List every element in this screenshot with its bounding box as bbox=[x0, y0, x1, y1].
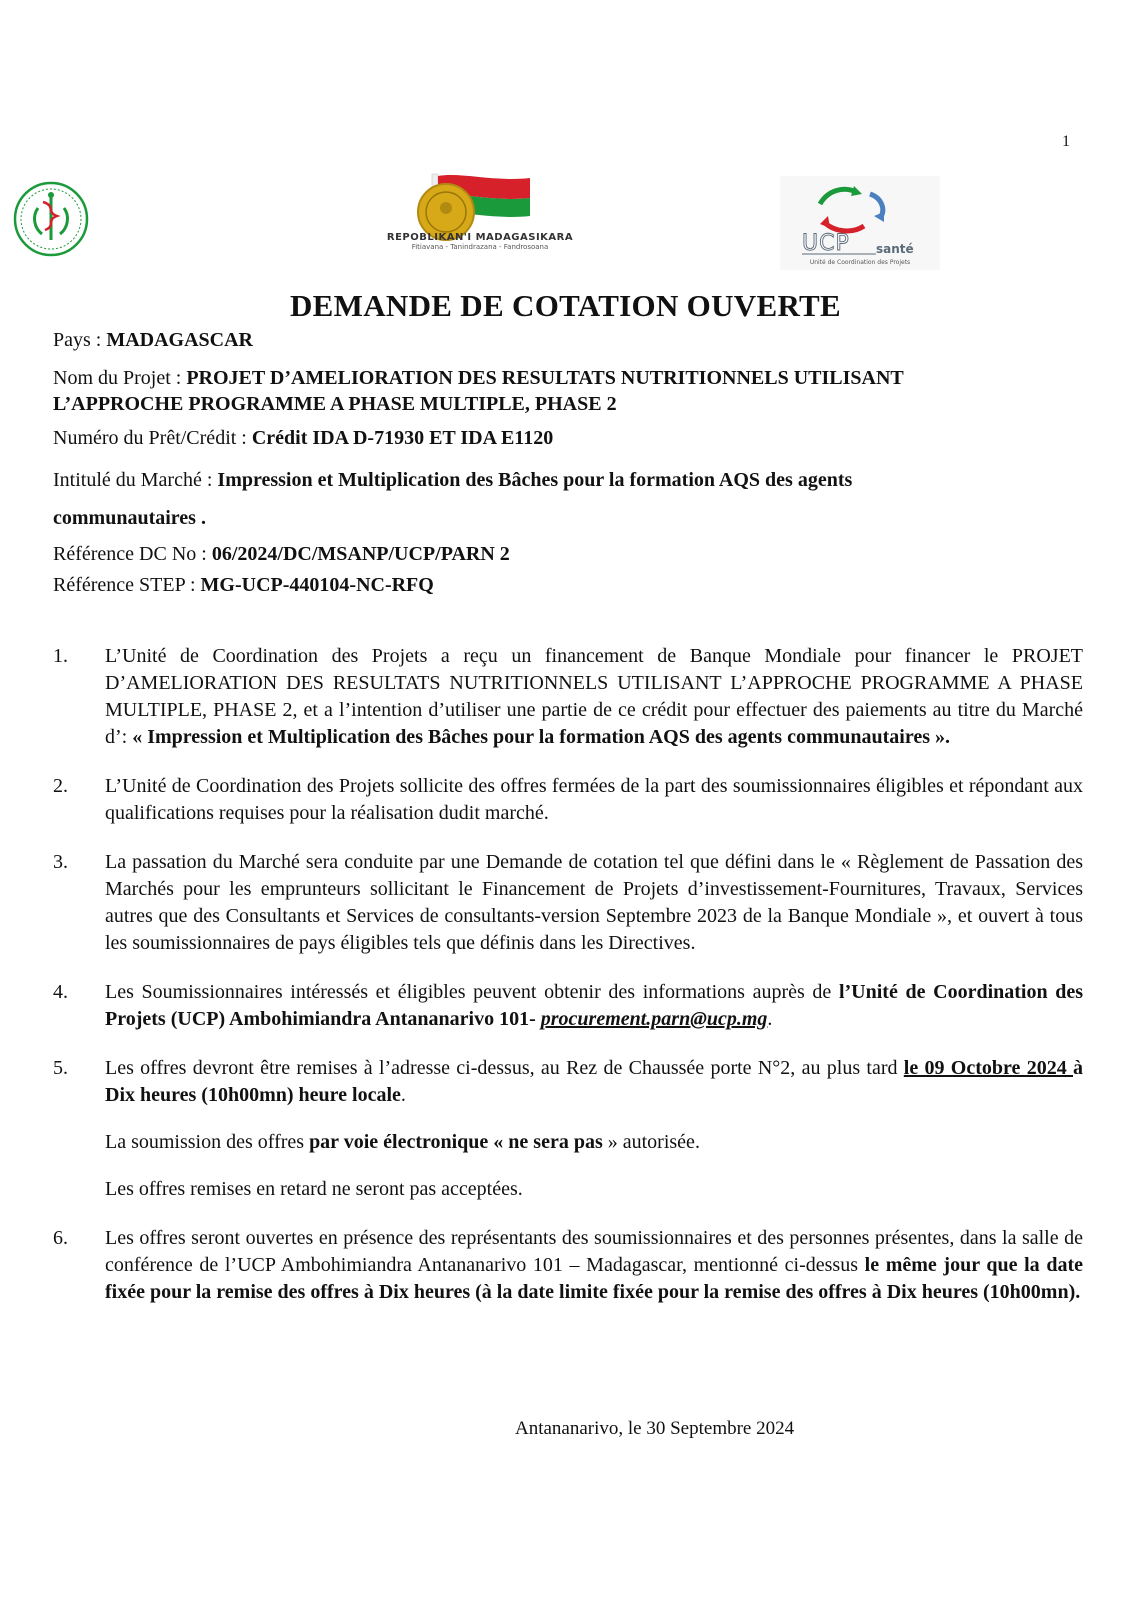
deadline-date: le 09 Octobre 2024 bbox=[903, 1057, 1073, 1079]
ucp-sante-text: santé bbox=[876, 242, 914, 256]
ucp-brand-text: UCP bbox=[802, 231, 850, 256]
item-text: La passation du Marché sera conduite par une Demande de cotation tel que défini dans le « Règlement de Passation des Marchés pour les emprunteurs sollicitant le Financement de Projets d’investissement-Fournitures, Travaux, Services autres que des Consultants et Services de consultants-version Septembre 2023 de la Banque Mondiale », et ouvert à tous les soumissionnaires de pays éligibles tels que définis dans les Directives. bbox=[105, 851, 1083, 954]
item-text: Les offres devront être remises à l’adresse ci-dessus, au Rez de Chaussée porte N°2, au plus tard bbox=[105, 1057, 904, 1079]
field-ref-dc bbox=[53, 541, 1083, 567]
item-text: Les Soumissionnaires intéressés et éligibles peuvent obtenir des informations auprès de bbox=[105, 981, 839, 1003]
ucp-sante-logo bbox=[780, 176, 940, 270]
ref-step-label: Référence STEP : bbox=[53, 574, 201, 596]
field-credit bbox=[53, 425, 1083, 451]
place-date: Antananarivo, le 30 Septembre 2024 bbox=[515, 1418, 795, 1439]
marche-value-line1: Impression et Multiplication des Bâches pour la formation AQS des agents bbox=[217, 469, 853, 491]
ref-dc-label: Référence DC No : bbox=[53, 543, 212, 565]
document-title: DEMANDE DE COTATION OUVERTE bbox=[290, 288, 841, 323]
republic-name-text: REPOBLIKAN'I MADAGASIKARA bbox=[386, 232, 574, 243]
pays-value: MADAGASCAR bbox=[106, 329, 254, 351]
list-item-6 bbox=[53, 1225, 1083, 1306]
item-number: 6. bbox=[53, 1227, 68, 1249]
page-number: 1 bbox=[1062, 133, 1070, 150]
field-marche bbox=[53, 461, 1083, 537]
item-bold-text: « Impression et Multiplication des Bâches pour la formation AQS des agents communautaires ». bbox=[132, 726, 951, 748]
item-number: 1. bbox=[53, 645, 68, 667]
marche-label: Intitulé du Marché : bbox=[53, 469, 218, 491]
item-bold-text: l’Unité de Coordination des Projets (UCP) Ambohimiandra Antananarivo 101- bbox=[105, 981, 1084, 1030]
list-item-2 bbox=[53, 773, 1083, 827]
ref-step-value: MG-UCP-440104-NC-RFQ bbox=[200, 574, 434, 596]
republic-seal-logo bbox=[362, 168, 598, 252]
pays-label: Pays : bbox=[53, 329, 107, 351]
list-item-5 bbox=[53, 1055, 1083, 1203]
ministry-health-logo bbox=[12, 178, 90, 260]
projet-label: Nom du Projet : bbox=[53, 367, 187, 389]
item-number: 2. bbox=[53, 775, 68, 797]
late-offers-text: Les offres remises en retard ne seront pas acceptées. bbox=[105, 1178, 523, 1200]
ucp-caption-text: Unité de Coordination des Projets bbox=[809, 259, 911, 266]
item-number: 5. bbox=[53, 1057, 68, 1079]
sub-text: La soumission des offres bbox=[105, 1131, 310, 1153]
item-text: Les offres seront ouvertes en présence des représentants des soumissionnaires et des personnes présentes, dans la salle de conférence de l’UCP Ambohimiandra Antananarivo 101 – Madagascar, mentionné ci-dessus bbox=[105, 1227, 1083, 1276]
credit-label: Numéro du Prêt/Crédit : bbox=[53, 427, 252, 449]
sub-bold: par voie électronique « ne sera pas bbox=[309, 1131, 603, 1153]
procurement-email-link[interactable]: procurement.parn@ucp.mg bbox=[540, 1008, 768, 1030]
credit-value: Crédit IDA D-71930 ET IDA E1120 bbox=[251, 427, 554, 449]
republic-motto-text: Fitiavana - Tanindrazana - Fandrosoana bbox=[411, 243, 549, 251]
deadline-time: à Dix heures (10h00mn) heure locale bbox=[105, 1057, 1083, 1106]
item-bold-text: le même jour que la date fixée pour la remise des offres à Dix heures (à la date limite fixée pour la remise des offres à Dix heures (10h00mn). bbox=[105, 1254, 1083, 1303]
list-item-1 bbox=[53, 643, 1083, 751]
item-text: L’Unité de Coordination des Projets a reçu un financement de Banque Mondiale pour financer le PROJET D’AMELIORATION DES RESULTATS NUTRITIONNELS UTILISANT L’APPROCHE PROGRAMME A PHASE MULTIPLE, PHASE 2, et a l’intention d’utiliser une partie de ce crédit pour effectuer des paiements au titre du Marché d’: bbox=[105, 645, 1083, 748]
item-text: L’Unité de Coordination des Projets sollicite des offres fermées de la part des soumissionnaires éligibles et répondant aux qualifications requises pour la réalisation dudit marché. bbox=[105, 775, 1083, 824]
list-item-4 bbox=[53, 979, 1083, 1033]
item-end: . bbox=[400, 1084, 406, 1106]
projet-value-line2: L’APPROCHE PROGRAMME A PHASE MULTIPLE, PHASE 2 bbox=[53, 393, 617, 415]
item-end: . bbox=[767, 1008, 773, 1030]
projet-value-line1: PROJET D’AMELIORATION DES RESULTATS NUTRITIONNELS UTILISANT bbox=[186, 367, 904, 389]
field-pays bbox=[53, 327, 1083, 353]
item-number: 3. bbox=[53, 851, 68, 873]
numbered-list bbox=[53, 643, 1083, 1328]
marche-value-line2: communautaires . bbox=[53, 507, 206, 529]
field-projet bbox=[53, 365, 1083, 417]
ref-dc-value: 06/2024/DC/MSANP/UCP/PARN 2 bbox=[211, 543, 510, 565]
list-item-3 bbox=[53, 849, 1083, 957]
sub-end: » autorisée. bbox=[602, 1131, 700, 1153]
field-ref-step bbox=[53, 572, 1083, 598]
item-number: 4. bbox=[53, 981, 68, 1003]
